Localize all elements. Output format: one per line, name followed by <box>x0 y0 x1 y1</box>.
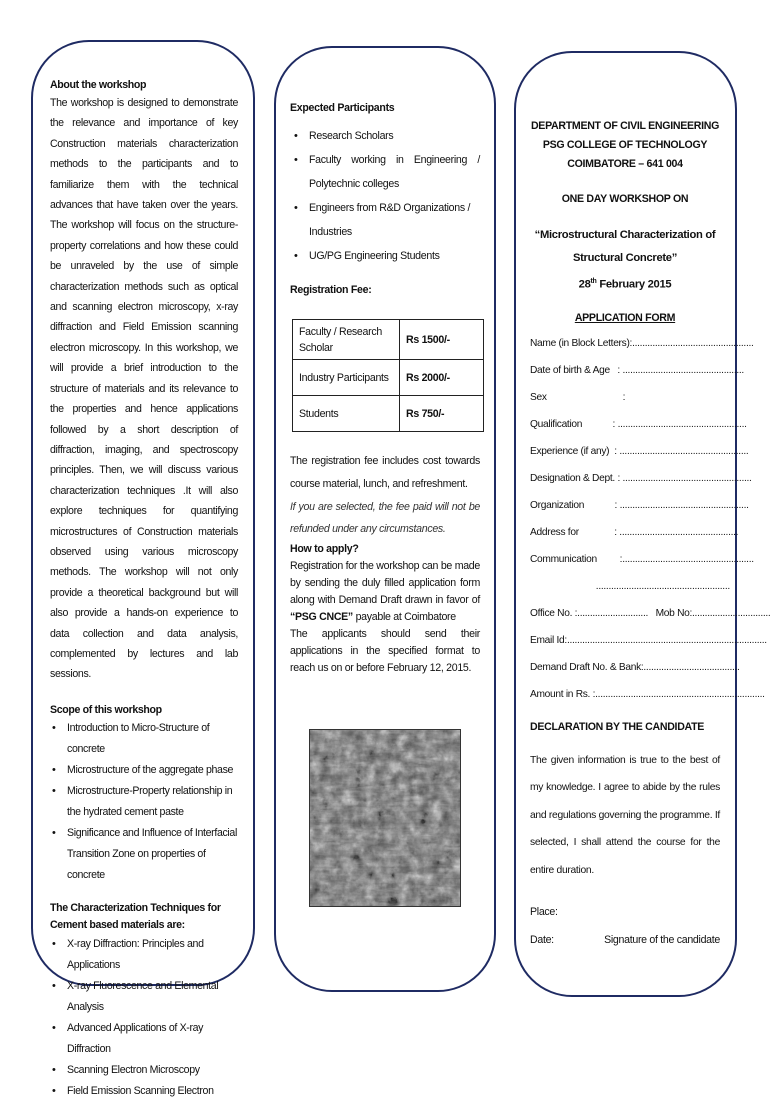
form-field-blank[interactable]: : ................................................ <box>609 364 744 376</box>
form-field-label: Experience (if any) <box>530 445 610 457</box>
apply-payee: “PSG CNCE” <box>290 611 353 623</box>
date-suffix: th <box>590 278 597 285</box>
application-form-heading: APPLICATION FORM <box>574 311 676 324</box>
list-item: • X-ray Diffraction: Principles and Applications <box>50 934 238 976</box>
participants-list <box>290 124 480 268</box>
apply-deadline: The applicants should send their applications in the specified format to reach us on or before February 12, 2015. <box>290 628 480 674</box>
participants-heading: Expected Participants <box>290 102 395 114</box>
scope-heading: Scope of this workshop <box>50 703 162 716</box>
form-field-row[interactable] <box>530 661 740 689</box>
form-field-row[interactable] <box>530 688 765 716</box>
refund-note: If you are selected, the fee paid will not be refunded under any circumstances. <box>290 501 480 535</box>
form-field-blank[interactable]: : <box>546 391 626 403</box>
form-field-blank[interactable]: ............................ Mob No:............................... <box>577 607 770 619</box>
workshop-date <box>530 270 720 297</box>
fee-category: Industry Participants <box>293 360 400 396</box>
fee-heading: Registration Fee: <box>290 284 372 296</box>
fee-category: Students <box>293 396 400 432</box>
workshop-title <box>530 224 720 297</box>
declaration-heading: DECLARATION BY THE CANDIDATE <box>530 720 705 733</box>
list-item: • Scanning Electron Microscopy <box>50 1060 238 1081</box>
form-field-label: Email Id: <box>530 634 567 646</box>
about-text: The workshop is designed to demonstrate the relevance and importance of key Construction materials characterization methods to the participants and to familiarize them with the technical advances that have taken over the years. The workshop will focus on the structure-property correlations and how these could be unraveled by the use of simple characterization methods such as optical and scanning electron microscopy, x-ray diffraction and Field Emission scanning electron microscopy. In this workshop, we will provide a brief introduction to the structure of materials and its relevance to the properties and hence applications followed by a short description of diffraction, imaging, and spectroscopy principles. Then, we will discuss various characterization techniques .It will also explore techniques for quantifying microstructures of Construction materials observed using various microscopy methods. The workshop will not only provide a theoretical background but will also provide a hands-on experience to data collection and data analysis, complemented by lectures and lab sessions. <box>50 97 238 681</box>
form-field-row[interactable] <box>530 418 747 446</box>
list-item: • UG/PG Engineering Students <box>290 244 480 268</box>
title-line: Structural Concrete” <box>572 252 678 264</box>
list-item: • Significance and Influence of Interfacial Transition Zone on properties of concrete <box>50 823 238 886</box>
table-row <box>293 320 484 360</box>
list-item: • Research Scholars <box>290 124 480 148</box>
scope-list <box>50 718 238 886</box>
form-field-label: Name (in Block Letters): <box>530 337 633 349</box>
college-name: PSG COLLEGE OF TECHNOLOGY <box>542 139 708 151</box>
form-field-row[interactable] <box>530 607 770 635</box>
fee-table <box>292 319 484 432</box>
form-field-label: Amount in Rs. : <box>530 688 596 700</box>
city-name: COIMBATORE – 641 004 <box>567 158 683 170</box>
form-field-blank[interactable]: : ................................................... <box>614 472 752 484</box>
middle-column <box>290 98 480 677</box>
about-heading: About the workshop <box>50 79 147 91</box>
department-name: DEPARTMENT OF CIVIL ENGINEERING <box>530 120 720 132</box>
apply-heading: How to apply? <box>290 543 359 555</box>
form-field-row[interactable] <box>530 634 767 662</box>
form-field-label: Communication <box>530 553 597 565</box>
list-item: • Field Emission Scanning Electron <box>50 1081 238 1102</box>
form-field-blank[interactable]: :.................................................... <box>596 553 754 565</box>
form-field-label: Address for <box>530 526 579 538</box>
form-field-label: Sex <box>530 391 547 403</box>
form-field-row[interactable] <box>530 445 749 473</box>
form-field-row[interactable] <box>530 526 739 554</box>
form-field-blank[interactable]: ...................................... <box>643 661 740 673</box>
form-field-blank[interactable]: ................................................................... <box>595 688 765 700</box>
fee-amount: Rs 1500/- <box>400 320 484 360</box>
form-field-row[interactable] <box>530 472 752 500</box>
form-field-label: Designation & Dept. <box>530 472 615 484</box>
form-field-row[interactable] <box>530 580 730 608</box>
table-row <box>293 396 484 432</box>
list-item: • Advanced Applications of X-ray Diffraction <box>50 1018 238 1060</box>
right-column <box>530 117 770 947</box>
form-field-row[interactable] <box>530 337 754 365</box>
place-label: Place: <box>530 906 558 919</box>
apply-text-part: payable at Coimbatore <box>352 611 456 623</box>
fee-amount: Rs 2000/- <box>400 360 484 396</box>
date-rest: February 2015 <box>596 278 672 291</box>
fee-note: The registration fee includes cost towards course material, lunch, and refreshment. <box>290 455 480 490</box>
form-field-blank[interactable]: : ................................................... <box>582 418 747 430</box>
fee-amount: Rs 750/- <box>400 396 484 432</box>
fee-category: Faculty / Research Scholar <box>293 320 400 360</box>
form-field-row[interactable] <box>530 392 720 419</box>
signature-label: Signature of the candidate <box>604 934 720 947</box>
techniques-list <box>50 934 238 1102</box>
date-signature-row <box>530 934 720 946</box>
application-form <box>530 337 770 716</box>
sem-micrograph-image <box>309 729 461 907</box>
form-field-blank[interactable]: : ................................................... <box>584 499 749 511</box>
form-field-row[interactable] <box>530 499 749 527</box>
form-field-blank[interactable]: ..................................................... <box>530 580 730 592</box>
date-label: Date: <box>530 934 554 947</box>
form-field-label: Date of birth & Age <box>530 364 610 376</box>
form-field-blank[interactable]: ................................................ <box>632 337 754 349</box>
form-field-row[interactable] <box>530 553 754 581</box>
title-line: “Microstructural Characterization of <box>534 229 716 241</box>
form-field-blank[interactable]: ............................................................................... <box>566 634 767 646</box>
list-item: • Introduction to Micro-Structure of concrete <box>50 718 238 760</box>
table-row <box>293 360 484 396</box>
form-field-label: Organization <box>530 499 585 511</box>
institution-header <box>530 117 720 174</box>
form-field-label: Qualification <box>530 418 583 430</box>
date-day: 28 <box>578 278 591 291</box>
declaration-text: The given information is true to the best of my knowledge. I agree to abide by the rules and regulations governing the programme. If selected, I shall attend the course for the entire duration. <box>530 754 720 876</box>
workshop-label: ONE DAY WORKSHOP ON <box>561 193 689 205</box>
form-field-label: Demand Draft No. & Bank: <box>530 661 644 673</box>
list-item: • Engineers from R&D Organizations / Industries <box>290 196 480 244</box>
apply-text <box>290 558 480 626</box>
apply-text-part: Registration for the workshop can be made by sending the duly filled application form along with Demand Draft drawn in favor of <box>290 560 480 606</box>
list-item: • Microstructure-Property relationship in the hydrated cement paste <box>50 781 238 823</box>
left-column <box>50 78 238 1102</box>
list-item: • Faculty working in Engineering / Polytechnic colleges <box>290 148 480 196</box>
form-field-blank[interactable]: : ................................................... <box>609 445 749 457</box>
form-field-label: Office No. : <box>530 607 578 619</box>
techniques-heading: The Characterization Techniques for Cement based materials are: <box>50 901 221 931</box>
list-item: • X-ray Fluorescence and Elemental Analysis <box>50 976 238 1018</box>
form-field-blank[interactable]: : ............................................... <box>578 526 739 538</box>
list-item: • Microstructure of the aggregate phase <box>50 760 238 781</box>
form-field-row[interactable] <box>530 364 744 392</box>
